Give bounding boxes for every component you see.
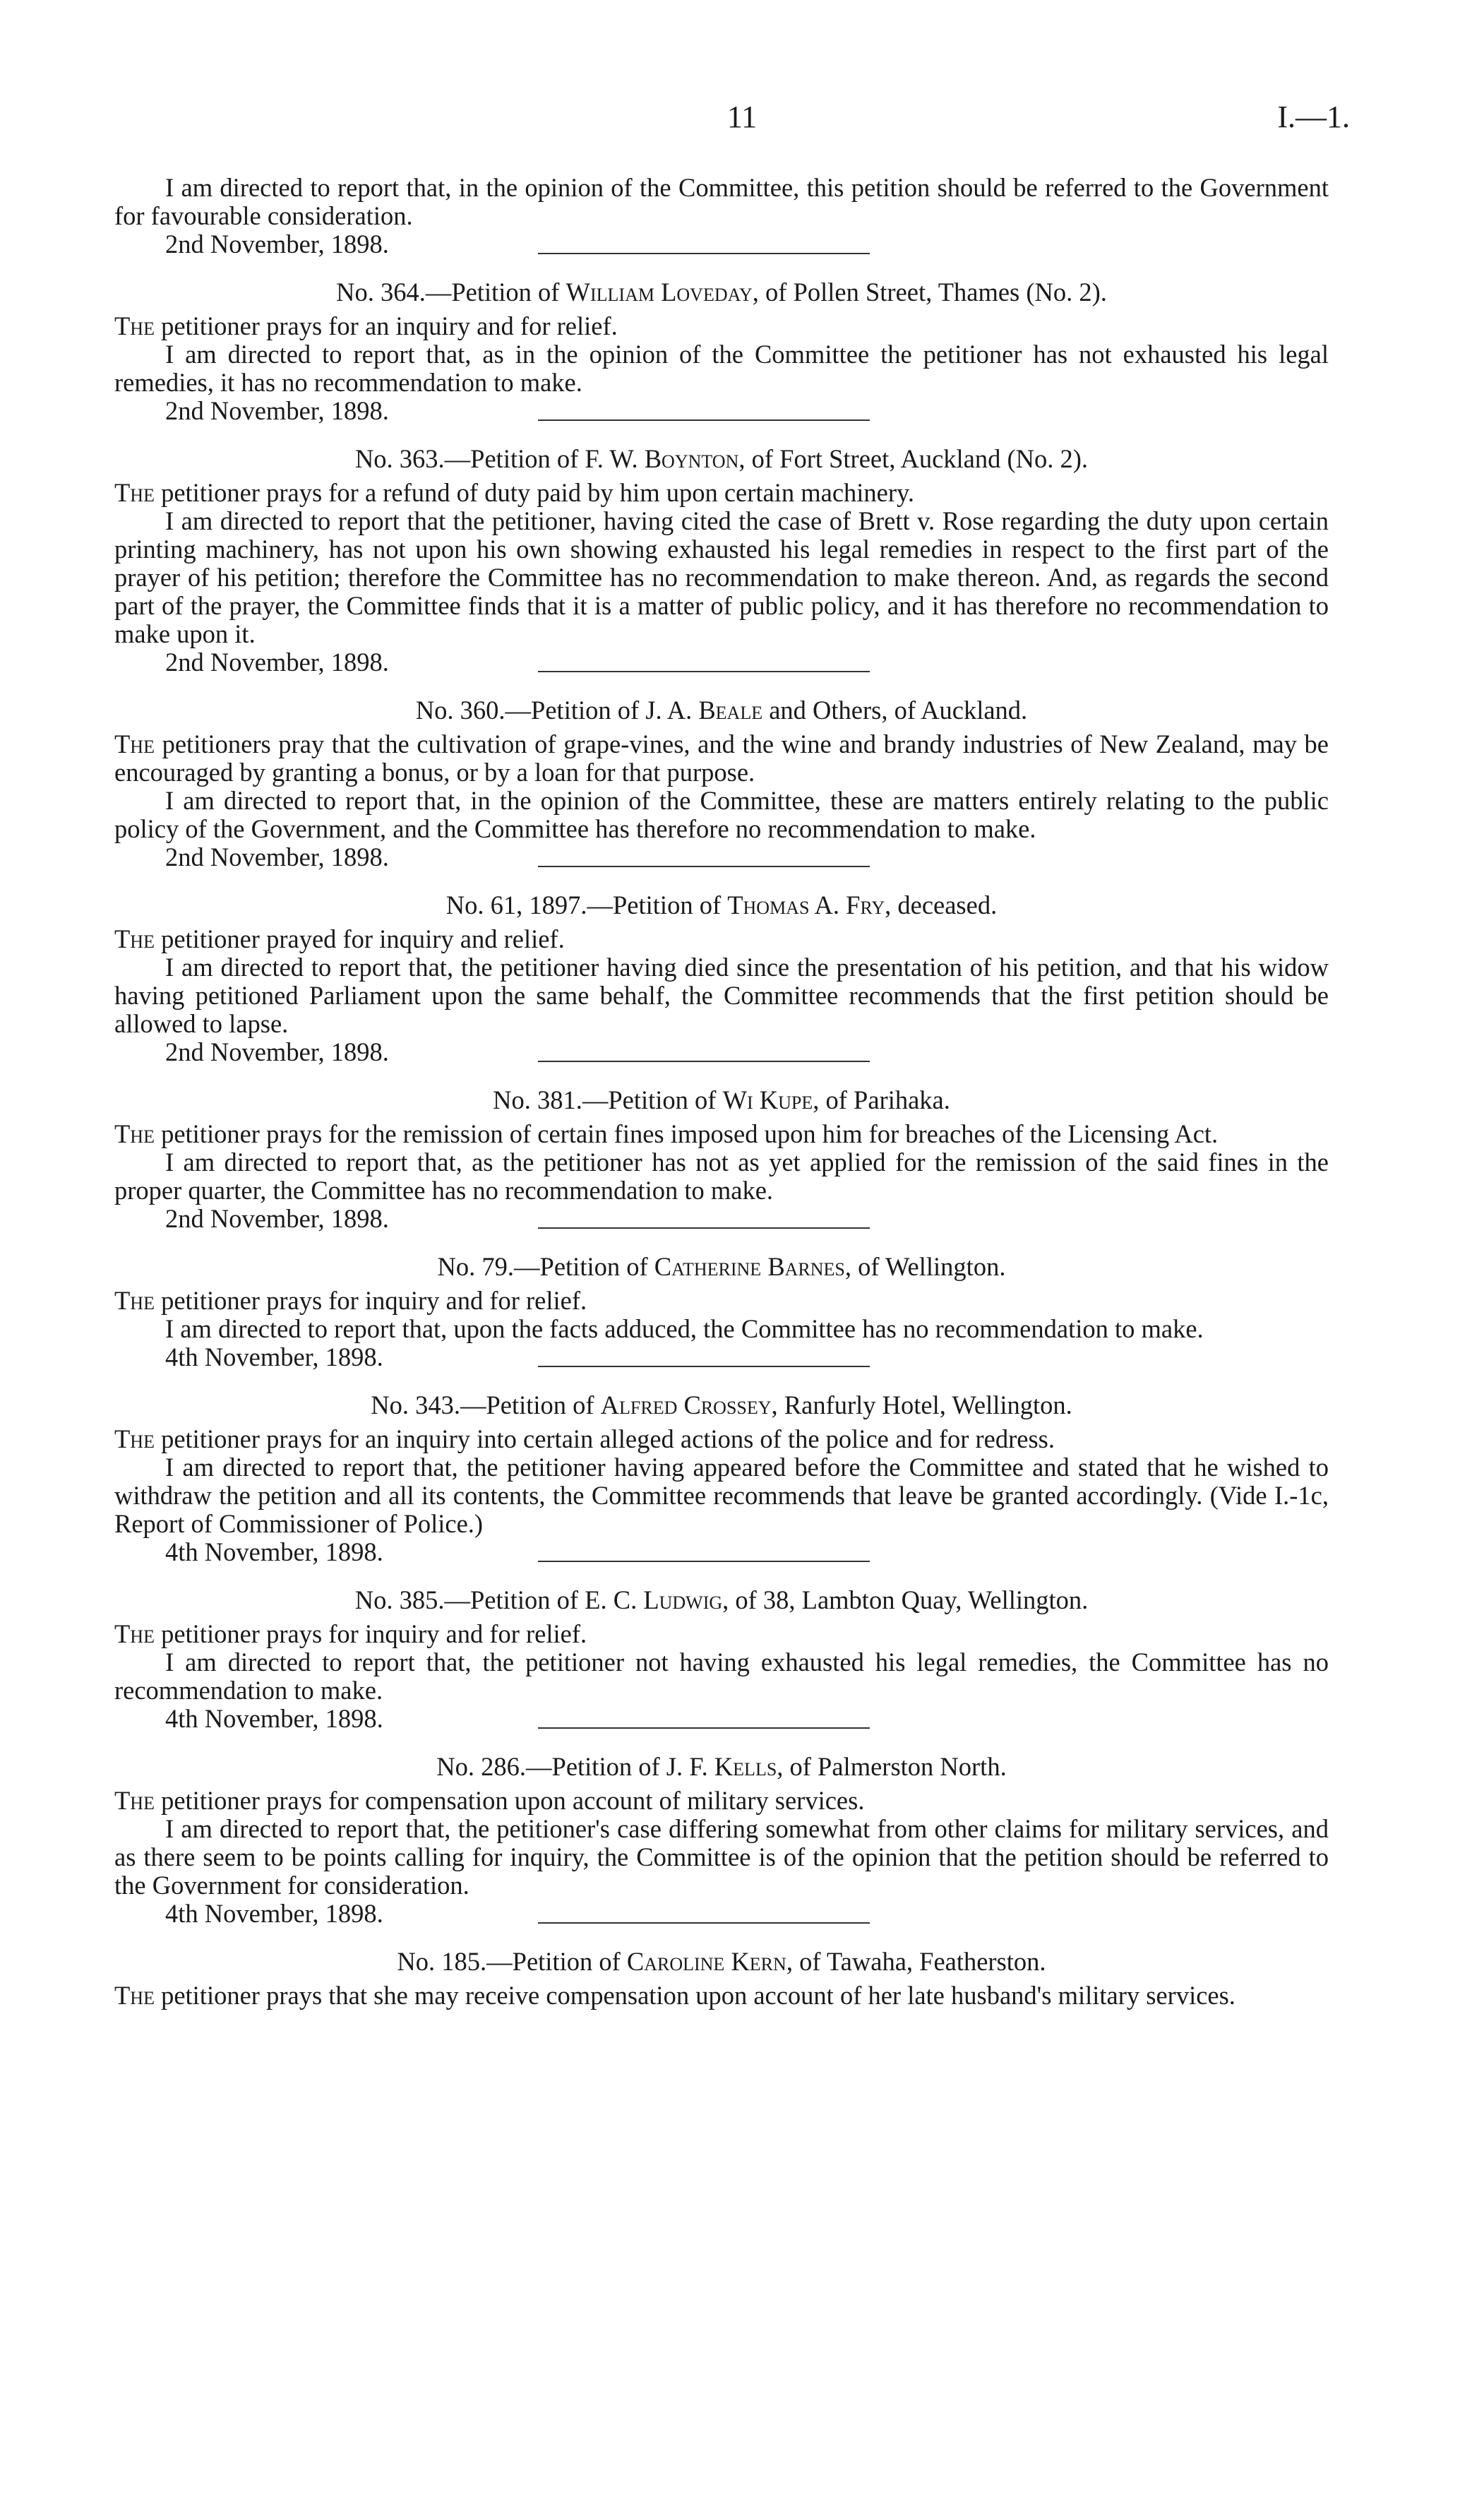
- prayer-text: petitioner prays for an inquiry into certain alleged actions of the police and for redress.: [154, 1424, 1055, 1453]
- petition-place: , of Pollen Street, Thames (No. 2).: [752, 278, 1107, 306]
- petition-entry: [114, 444, 1329, 677]
- petition-heading: [114, 278, 1329, 306]
- petition-number: No. 286.—Petition of: [436, 1752, 660, 1781]
- prayer-text: petitioner prays for inquiry and for relief.: [154, 1619, 587, 1648]
- prayer-text: petitioner prays for inquiry and for relief.: [154, 1286, 587, 1315]
- prayer-text: petitioners pray that the cultivation of grape-vines, and the wine and brandy industries of New Zealand, may be encouraged by granting a bonus, or by a loan for that purpose.: [114, 729, 1329, 787]
- petition-prayer: [114, 730, 1329, 787]
- petition-place: , of 38, Lambton Quay, Wellington.: [722, 1585, 1089, 1614]
- committee-report: I am directed to report that, as in the opinion of the Committee the petitioner has not exhausted his legal remedies, it has no recommendation to make.: [114, 340, 1329, 397]
- petition-heading: [114, 1086, 1329, 1114]
- prayer-text: petitioner prays for a refund of duty paid by him upon certain machinery.: [154, 478, 915, 507]
- petition-number: No. 79.—Petition of: [437, 1252, 648, 1281]
- report-date: 2nd November, 1898.: [165, 1204, 389, 1233]
- petitioner-name: F. W. Boynton: [585, 444, 739, 473]
- petition-heading: [114, 1753, 1329, 1781]
- petition-prayer: [114, 925, 1329, 953]
- prayer-text: petitioner prays for an inquiry and for relief.: [154, 311, 618, 340]
- petition-entry: [114, 1252, 1329, 1371]
- committee-report: I am directed to report that, the petitioner having appeared before the Committee and stated that he wished to withdraw the petition and all its contents, the Committee recommends that leave be granted accordingly. (Vide I.-1c, Report of Commissioner of Police.): [114, 1453, 1329, 1538]
- petition-place: and Others, of Auckland.: [762, 696, 1028, 725]
- petition-place: , of Parihaka.: [813, 1085, 950, 1114]
- prayer-text: petitioner prays for compensation upon account of military services.: [154, 1786, 865, 1815]
- section-divider: [538, 419, 870, 421]
- prayer-lead-word: The: [114, 1619, 155, 1648]
- petitioner-name: E. C. Ludwig: [585, 1585, 723, 1614]
- petition-prayer: [114, 479, 1329, 507]
- petitions-list: [114, 278, 1329, 2010]
- petitioner-name: Thomas A. Fry: [727, 890, 885, 919]
- prayer-lead-word: The: [114, 311, 155, 340]
- petition-number: No. 363.—Petition of: [354, 444, 579, 473]
- petition-prayer: [114, 1620, 1329, 1648]
- petition-number: No. 381.—Petition of: [493, 1085, 717, 1114]
- petition-place: , of Palmerston North.: [777, 1752, 1007, 1781]
- petition-entry: [114, 890, 1329, 1066]
- petition-entry: [114, 1585, 1329, 1733]
- petition-heading: [114, 1586, 1329, 1614]
- document-body: [114, 174, 1329, 2010]
- report-date: 2nd November, 1898.: [165, 842, 389, 871]
- prayer-lead-word: The: [114, 1786, 155, 1815]
- section-divider: [538, 1727, 870, 1729]
- prayer-lead-word: The: [114, 924, 155, 953]
- petition-place: , deceased.: [885, 890, 998, 919]
- section-divider: [538, 1922, 870, 1924]
- petition-number: No. 185.—Petition of: [397, 1947, 621, 1976]
- petition-place: , Ranfurly Hotel, Wellington.: [771, 1390, 1072, 1419]
- report-date: 4th November, 1898.: [165, 1704, 383, 1733]
- report-date: 2nd November, 1898.: [165, 396, 389, 425]
- petitioner-name: J. A. Beale: [645, 696, 763, 725]
- intro-report: I am directed to report that, in the opinion of the Committee, this petition should be referred to the Government for favourable consideration.: [114, 173, 1329, 230]
- section-divider: [538, 866, 870, 867]
- section-divider: [538, 1061, 870, 1062]
- paper-code: I.—1.: [1277, 100, 1350, 134]
- report-date: 2nd November, 1898.: [165, 648, 389, 677]
- committee-report: I am directed to report that, upon the facts adduced, the Committee has no recommendation to make.: [165, 1314, 1204, 1343]
- intro-date: 2nd November, 1898.: [165, 230, 389, 258]
- petition-heading: [114, 891, 1329, 919]
- page-number: 11: [726, 100, 758, 134]
- section-divider: [538, 253, 870, 254]
- petitioner-name: Alfred Crossey: [600, 1390, 772, 1419]
- prayer-text: petitioner prays for the remission of certain fines imposed upon him for breaches of the Licensing Act.: [154, 1119, 1219, 1148]
- petition-entry: [114, 696, 1329, 871]
- prayer-lead-word: The: [114, 1424, 155, 1453]
- petition-place: , of Tawaha, Featherston.: [786, 1947, 1046, 1976]
- petition-prayer: [114, 312, 1329, 340]
- section-divider: [538, 1366, 870, 1367]
- petition-place: , of Wellington.: [844, 1252, 1006, 1281]
- petition-number: No. 364.—Petition of: [336, 278, 560, 306]
- petition-heading: [114, 1948, 1329, 1976]
- petition-prayer: [114, 1120, 1329, 1148]
- prayer-lead-word: The: [114, 729, 155, 758]
- section-divider: [538, 1561, 870, 1562]
- petition-place: , of Fort Street, Auckland (No. 2).: [738, 444, 1089, 473]
- petition-entry: [114, 1390, 1329, 1566]
- committee-report: I am directed to report that, the petitioner not having exhausted his legal remedies, the Committee has no recommendation to make.: [114, 1648, 1329, 1705]
- petition-prayer: [114, 1982, 1329, 2010]
- prayer-text: petitioner prayed for inquiry and relief.: [154, 924, 565, 953]
- petition-prayer: [114, 1287, 1329, 1315]
- committee-report: I am directed to report that, the petitioner having died since the presentation of his petition, and that his widow having petitioned Parliament upon the same behalf, the Committee recommends that the first petition should be allowed to lapse.: [114, 953, 1329, 1038]
- petition-entry: [114, 1752, 1329, 1928]
- petitioner-name: Caroline Kern: [626, 1947, 786, 1976]
- petition-heading: [114, 1253, 1329, 1281]
- section-divider: [538, 671, 870, 672]
- petition-heading: [114, 445, 1329, 473]
- petition-number: No. 385.—Petition of: [354, 1585, 579, 1614]
- petition-number: No. 343.—Petition of: [371, 1390, 594, 1419]
- petition-entry: [114, 1948, 1329, 2010]
- prayer-lead-word: The: [114, 1981, 155, 2010]
- petitioner-name: William Loveday: [566, 278, 753, 306]
- petitioner-name: Catherine Barnes: [654, 1252, 845, 1281]
- prayer-lead-word: The: [114, 478, 155, 507]
- committee-report: I am directed to report that, the petitioner's case differing somewhat from other claims for military services, and as there seem to be points calling for inquiry, the Committee is of the opinion that the petition should be referred to the Government for consideration.: [114, 1814, 1329, 1900]
- prayer-lead-word: The: [114, 1119, 155, 1148]
- petition-number: No. 360.—Petition of: [415, 696, 640, 725]
- report-date: 4th November, 1898.: [165, 1899, 383, 1928]
- report-date: 4th November, 1898.: [165, 1342, 383, 1371]
- petition-heading: [114, 696, 1329, 725]
- prayer-lead-word: The: [114, 1286, 155, 1315]
- petitioner-name: J. F. Kells: [666, 1752, 777, 1781]
- petition-number: No. 61, 1897.—Petition of: [445, 890, 722, 919]
- petition-heading: [114, 1391, 1329, 1419]
- section-divider: [538, 1227, 870, 1229]
- petition-prayer: [114, 1425, 1329, 1453]
- committee-report: I am directed to report that, as the petitioner has not as yet applied for the remission of the said fines in the proper quarter, the Committee has no recommendation to make.: [114, 1148, 1329, 1205]
- report-date: 2nd November, 1898.: [165, 1037, 389, 1066]
- committee-report: I am directed to report that, in the opinion of the Committee, these are matters entirely relating to the public policy of the Government, and the Committee has therefore no recommendation to make.: [114, 786, 1329, 843]
- petitioner-name: Wi Kupe: [722, 1085, 813, 1114]
- report-date: 4th November, 1898.: [165, 1537, 383, 1566]
- committee-report: I am directed to report that the petitioner, having cited the case of Brett v. Rose regarding the duty upon certain printing machinery, has not upon his own showing exhausted his legal remedies in respect to the first part of the prayer of his petition; therefore the Committee has no recommendation to make thereon. And, as regards the second part of the prayer, the Committee finds that it is a matter of public policy, and it has therefore no recommendation to make upon it.: [114, 506, 1329, 648]
- petition-entry: [114, 278, 1329, 425]
- prayer-text: petitioner prays that she may receive compensation upon account of her late husband's military services.: [154, 1981, 1235, 2010]
- petition-entry: [114, 1085, 1329, 1233]
- petition-prayer: [114, 1787, 1329, 1815]
